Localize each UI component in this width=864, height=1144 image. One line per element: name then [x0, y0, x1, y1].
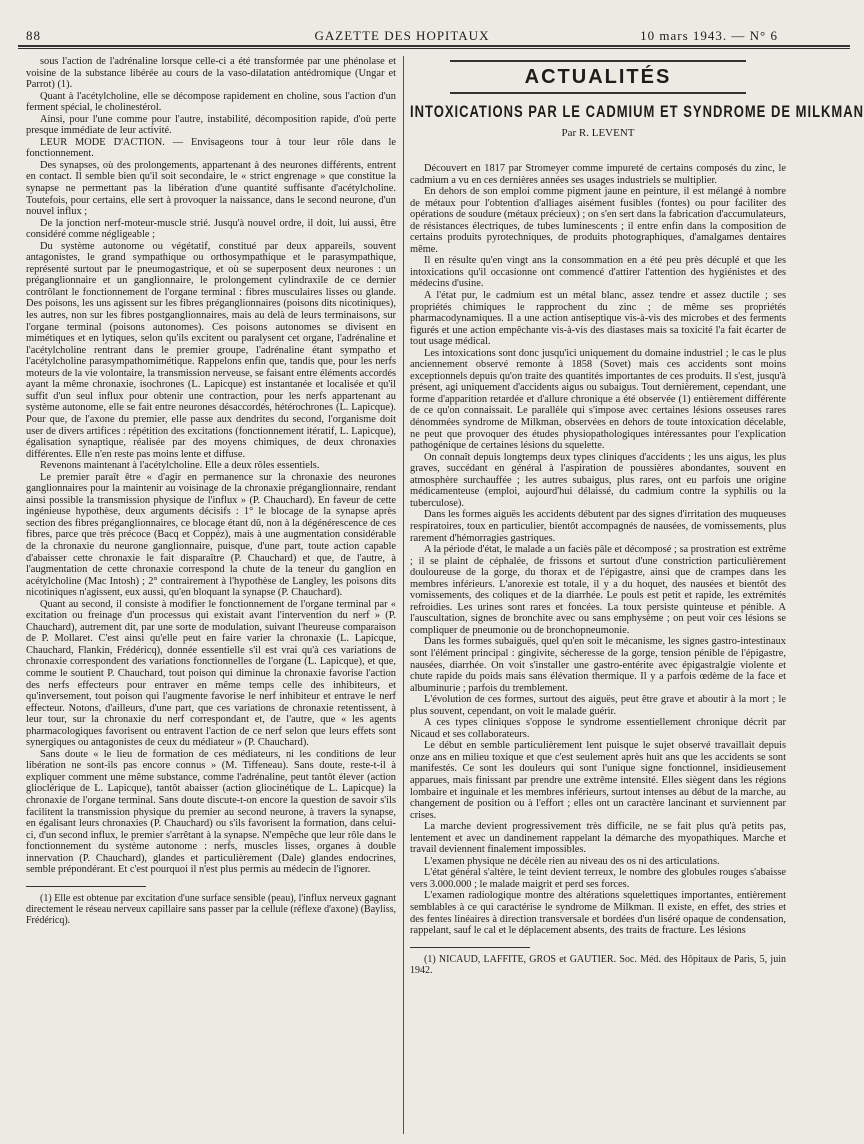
paragraph: On connaît depuis longtemps deux types cliniques d'accidents ; les uns aigus, les plus graves, succédant en général à l'aspiration de poussières abondantes, souvent en atmosphère surchauffée ; les autres subaigus, plus rares, ont eu parfois une origine médicamenteuse (emploi, aujourd'hui délaissé, du cadmium contre la syphilis ou la tuberculose).	[410, 451, 786, 509]
paragraph: Il en résulte qu'en vingt ans la consommation en a été peu près décuplé et que les intoxications qu'il occasionne ont commencé d'attirer l'attention des hygiénistes et des médecins d'usine.	[410, 255, 786, 290]
paragraph: En dehors de son emploi comme pigment jaune en peinture, il est mélangé à nombre de métaux pour l'obtention d'alliages aisément fusibles (fontes) ou pour faciliter des opérations de soudure (métaux précieux) ; on s'en sert dans la fabrication d'accumulateurs, de résistances électriques, de tubes luminescents ; il entre enfin dans la composition de certains produits pyrotechniques, de produits photographiques, d'amalgames dentaires même.	[410, 186, 786, 255]
paragraph: sous l'action de l'adrénaline lorsque celle-ci a été transformée par une phénolase et voisine de la substance libérée au cours de la vaso-dilatation antédromique (Ungar et Parrot) (1).	[26, 56, 396, 91]
footnote-rule	[410, 947, 530, 948]
paragraph: L'examen physique ne décèle rien au niveau des os ni des articulations.	[424, 855, 720, 867]
issue-date: 10 mars 1943. — N° 6	[640, 28, 778, 43]
paragraph: A la période d'état, le malade a un faciès pâle et décomposé ; sa prostration est extrême ; il se plaint de céphalée, de frissons et surtout d'une constriction particulièrement douloureuse de la gorge, du thorax et de l'épigastre, ainsi que de crampes dans les membres inférieurs. L'anorexie est totale, il y a du hoquet, des nausées et bientôt des vomissements, des coliques et de la diarrhée. Le pouls est petit et rapide, les extrémités refroidies. Les urines sont rares et foncées. La toux persiste quinteuse et pénible. A l'auscultation, signes de bronchite avec ou sans emphysème ; on peut voir ces lésions se compliquer de pneumonie ou de bronchopneumonie.	[410, 544, 786, 636]
paragraph: A l'état pur, le cadmium est un métal blanc, assez tendre et assez ductile ; ses propriétés chimiques le rapprochent du zinc ; de même ses propriétés pharmacodynamiques. Il a une action antiseptique vis-à-vis des microbes et des ferments figurés et une action empêchante vis-à-vis des diastases mais sa toxicité l'a fait écarter de tout usage médical.	[410, 290, 786, 348]
section-title: ACTUALITÉS	[450, 60, 746, 94]
header-rule	[18, 45, 850, 47]
paragraph: Sans doute « le lieu de formation de ces médiateurs, ni les conditions de leur libération ne sont-ils pas encore connus » (M. Tiffeneau). Sans doute, reste-t-il à expliquer comment une même substance, comme l'adrénaline, peut tantôt élever (action glioclérique de L. Lapicque), tantôt abaisser (action gliocinétique de L. Lapicque) la chronaxie de l'organe terminal. Sans doute discute-t-on encore la question de savoir s'ils facilitent la transmission physique du premier au second neurone, à travers la synapse, en égalisant leurs chronaxies (P. Chauchard) ou s'ils favorisent la formation, dans celui-ci, d'un second influx, le premier s'arrêtant à la synapse. N'empêche que leur rôle dans le fonctionnement du système autonome : nerfs, muscles lisses, organes à double innervation (P. Chauchard), glandes et particulièrement (Dale) glandes endocrines, semble prépondérant. Et c'est pourquoi il n'est plus permis au médecin de l'ignorer.	[26, 748, 396, 876]
paragraph: Quant à l'acétylcholine, elle se décompose rapidement en choline, sous l'action d'un ferment spécial, le cholinestérol.	[26, 90, 396, 114]
paragraph: Dans les formes aiguës les accidents débutent par des signes d'irritation des muqueuses respiratoires, toux en particulier, bientôt accompagnés de nausées, de vomissements, plus rarement d'hémorragies gastriques.	[410, 509, 786, 544]
paragraph: La marche devient progressivement très difficile, ne se fait plus qu'à petits pas, lentement et avec un dandinement rappelant la démarche des myopathiques. Marche et travail deviennent finalement impossibles.	[410, 821, 786, 856]
article-author: Par R. LEVENT	[561, 127, 635, 139]
columns	[26, 56, 864, 1144]
header-rule-thin	[18, 48, 850, 49]
left-column	[26, 56, 396, 1144]
paragraph: Quant au second, il consiste à modifier le fonctionnement de l'organe terminal par « excitation ou freinage d'un processus qui existait avant l'intervention du nerf » (P. Chauchard), autrement dit, par une sorte de modulation, suivant l'heureuse comparaison de P. Mollaret. C'est ainsi qu'elle peut en faire varier la chronaxie (L. Lapicque, Chauchard, Flankin, Frédéricq), donnée essentielle s'il est vrai qu'à ces variations de chronaxie correspondent des variations fonctionnelles de l'organe (L. Lapicque), et que, comme le soutient P. Chauchard, tout poison qui diminue la chronaxie favorise l'action des nerfs effecteurs pour entraver en même temps celle des inhibiteurs, et qu'inversement, tout poison qui l'augmente favorise le nerf inhibiteur et entrave le nerf effecteur. Notons, d'ailleurs, d'une part, que ces variations de chronaxie retentissent, à leur tour, sur la chronaxie du nerf correspondant et, de l'autre, que « les agents pharmacologiques favorisent ou entravent l'action de ce nerf selon que leurs effets sont synergiques ou antagonistes de ceux du médiateur » (P. Chauchard).	[26, 598, 396, 749]
paragraph: Dans les formes subaiguës, quel qu'en soit le mécanisme, les signes gastro-intestinaux sont l'élément principal : gingivite, sécheresse de la gorge, tension pénible de l'épigastre, nausées, diarrhée. On voit s'installer une gastro-entérite avec épigastralgie violente et chute rapide du poids mais sans élévation thermique. Il y a parfois œdème de la face et albuminurie ; parfois du tremblement.	[410, 636, 786, 694]
paragraph: De la jonction nerf-moteur-muscle strié. Jusqu'à nouvel ordre, il doit, lui aussi, être considéré comme négligeable ;	[26, 217, 396, 241]
footnote-text: (1) Elle est obtenue par excitation d'une surface sensible (peau), l'influx nerveux gagnant directement le réseau nerveux capillaire sans passer par la cellule (réflexe d'axone) (Bayliss, Frédéricq).	[26, 892, 396, 926]
paragraph: Du système autonome ou végétatif, constitué par deux appareils, souvent antagonistes, le grand sympathique ou orthosympathique et le parasympathique, représenté surtout par le pneumogastrique, et où se superposent deux neurones : un préganglionnaire et un ganglionnaire, le prolongement cylindraxile de ce dernier contrôlant le fonctionnement de l'organe terminal : fibres musculaires lisses ou glande. Des poisons, les uns agissent sur les fibres préganglionnaires (poisons dits nicotiniques), les autres, non sur les fibres postganglionnaires, mais au delà de leurs terminaisons, sur l'organe terminal (poisons autonomes). Ces poisons autonomes se divisent en mimétiques et en lytiques, selon qu'ils excitent ou paralysent cet organe, l'adrénaline et l'acétylcholine rentrant dans le premier groupe, l'adrénaline étant sympatho et l'acétylcholine parasympathomimétique. Rappelons enfin que, tandis que, pour les nerfs moteurs de la vie volontaire, la transmission nerveuse, se faisant entre éléments accordés ayant la même chronaxie, isochrones (L. Lapicque) est instantanée et localisée et qu'il suffit d'un seul influx pour obtenir une contraction, pour les nerfs appartenant au système autonome, elle se fait entre neurones désaccordés, hétérochrones (L. Lapicque). Pour que, de l'axone du premier, elle passe aux dendrites du second, l'organisme doit user de divers artifices : répétition des excitations (fonctionnement itératif, L. Lapicque), égalisation synaptique, réalisée par des moyens chimiques, de deux chronaxies différentes. Elle n'en reste pas moins lente et diffuse.	[26, 240, 396, 460]
paragraph: Le premier paraît être « d'agir en permanence sur la chronaxie des neurones ganglionnaires pour la maintenir au voisinage de la chronaxie préganglionnaire, rendant ainsi possible la transmission physique de l'influx » (P. Chauchard). En faveur de cette ingénieuse hypothèse, deux arguments décisifs : 1° le blocage de la synapse après section des fibres préganglionnaires, ce blocage étant dû, non à la dégénérescence de ces fibres, parce que très précoce (Bacq et Coppéz), mais à une augmentation considérable de la chronaxie du neurone ganglionnaire, puisque, d'une part, toute action capable d'abaisser cette chronaxie le fait disparaître (P. Chauchard) et que, de l'autre, à l'augmentation de cette chronaxie correspond la chute de la teneur du ganglion en acétylcholine (Mac Intosh) ; 2° contrairement à l'hypothèse de Langley, les poisons dits nicotiniques n'agissent, eux aussi, qu'en bloquant la synapse (P. Chauchard).	[26, 471, 396, 599]
page-number: 88	[26, 28, 41, 43]
right-column	[410, 56, 864, 1144]
paragraph: Ainsi, pour l'une comme pour l'autre, instabilité, décomposition rapide, d'où perte presque immédiate de leur activité.	[26, 113, 396, 137]
footnote	[410, 954, 786, 976]
paragraph: A ces types cliniques s'oppose le syndrome essentiellement chronique décrit par Nicaud et ses collaborateurs.	[410, 717, 786, 740]
paragraph: L'examen radiologique montre des altérations squelettiques importantes, entièrement semblables à ce qui caractérise le syndrome de Milkman. Il existe, en effet, des stries et des fentes linéaires à direction transversale et bordées d'un liséré opaque de condensation, rappelant, sauf le cal et le déplacement absents, des traits de fracture. Les lésions	[410, 890, 786, 937]
paragraph: L'état général s'altère, le teint devient terreux, le nombre des globules rouges s'abaisse vers 3.000.000 ; le malade maigrit et perd ses forces.	[410, 867, 786, 890]
paragraph: Les intoxications sont donc jusqu'ici uniquement du domaine industriel ; le cas le plus anciennement observé remonte à 1858 (Sovet) mais ces accidents sont moins exceptionnels depuis qu'on traite des quantités importantes de ces produits. Il s'est, jusqu'à présent, agi uniquement d'accidents aigus ou subaigus. Tout dernièrement, cependant, une forme d'apparition retardée et d'allure chronique a été observée (1) entièrement différente de ce qu'on connaissait. Le parallèle qui s'impose avec certaines lésions osseuses rares dénommées syndrome de Milkman, observées en dehors de toute intoxication décelable, ne peut que provoquer des études physiopathologiques intéressantes pour l'explication pathogénique de certaines lésions du squelette.	[410, 347, 786, 452]
spacer	[410, 149, 786, 163]
journal-title: GAZETTE DES HOPITAUX	[314, 28, 490, 43]
footnote-rule	[26, 886, 146, 887]
paragraph: L'évolution de ces formes, surtout des aiguës, peut être grave et aboutir à la mort ; le plus souvent, cependant, on voit le malade guérir.	[410, 694, 786, 717]
paragraph: Découvert en 1817 par Stromeyer comme impureté de certains composés du zinc, le cadmium a vu en ces dernières années ses usages industriels se multiplier.	[410, 163, 786, 186]
paragraph: Des synapses, où des prolongements, appartenant à des neurones différents, entrent en contact. Il semble bien qu'il soit secondaire, le « strict engrenage » que constitue la synapse ne permettant pas la libération d'une quantité suffisante d'acétylcholine. Toutefois, pour certains, elle sert à provoquer la naissance, dans le second neurone, d'un nouvel influx ;	[26, 159, 396, 218]
paragraph: Le début en semble particulièrement lent puisque le sujet observé travaillait depuis onze ans en milieu toxique et que c'est seulement après huit ans que les accidents se sont manifestés. Ce sont les douleurs qui sont l'unique signe fonctionnel, insidieusement apparues, mais finissant par prendre une extrême intensité. Elles siègent dans les régions lombaire et inguinale et les membres inférieurs, surtout intenses au début de la marche, au changement de position ou à l'effort ; elles ont un caractère lancinant et surviennent par crises.	[410, 740, 786, 821]
article-headline: INTOXICATIONS PAR LE CADMIUM ET SYNDROME DE MILKMAN	[410, 102, 864, 121]
paragraph: LEUR MODE D'ACTION. — Envisageons tour à tour leur rôle dans le fonctionnement.	[26, 136, 396, 160]
footnote	[26, 893, 396, 926]
page-header	[18, 22, 786, 44]
paragraph: Revenons maintenant à l'acétylcholine. Elle a deux rôles essentiels.	[40, 460, 320, 472]
footnote-text: (1) NICAUD, LAFFITE, GROS et GAUTIER. Soc. Méd. des Hôpitaux de Paris, 5, juin 1942.	[410, 953, 786, 976]
